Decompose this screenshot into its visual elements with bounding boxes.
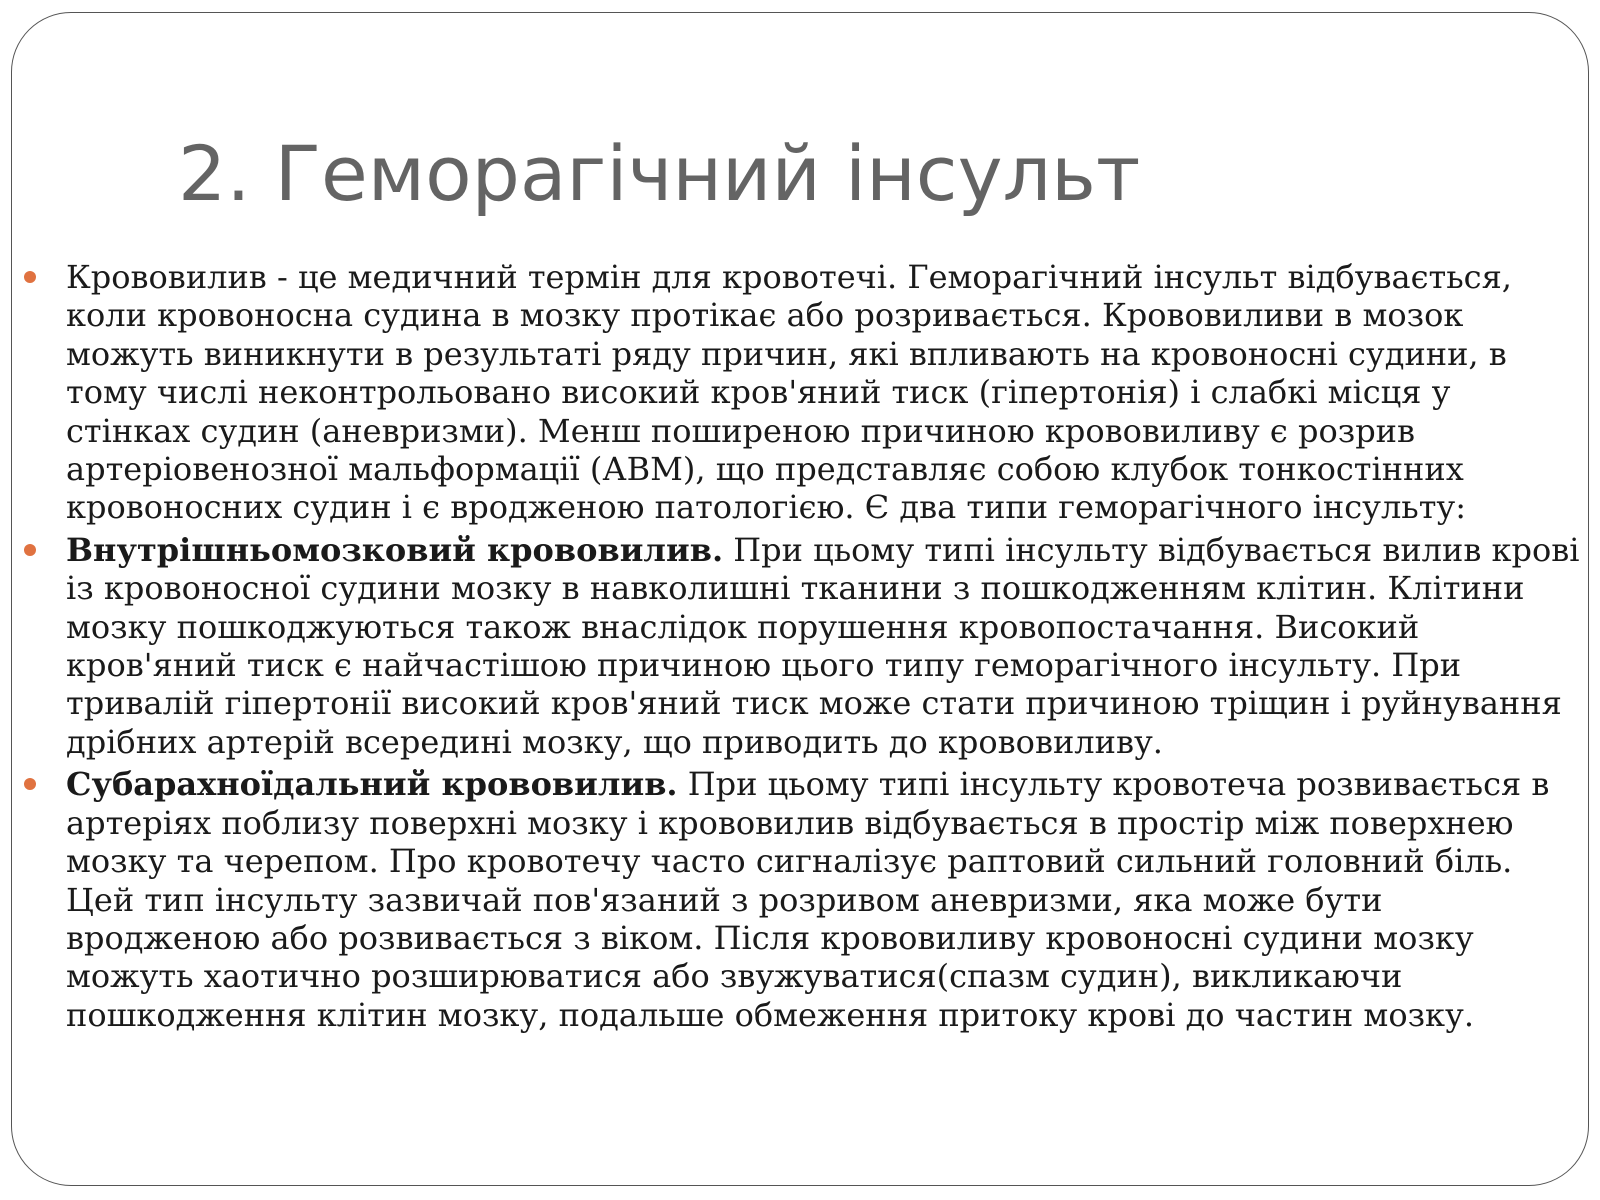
bullet-lead-term: Субарахноїдальний крововилив.: [66, 765, 678, 804]
bullet-text: При цьому типі інсульту відбувається вилив крові із кровоносної судини мозку в навколишні тканини з пошкодженням клітин. Клітини мозку пошкоджуються також внаслідок порушення кровопостачання. Високий кров'яний тиск є найчастішою причиною цього типу геморагічного інсульту. При тривалій гіпертонії високий кров'яний тиск може стати причиною тріщин і руйнування дрібних артерій всередині мозку, що приводить до крововиливу.: [66, 530, 1580, 761]
bullet-lead-term: Внутрішньомозковий крововилив.: [66, 530, 724, 569]
bullet-dot-icon: [24, 271, 36, 283]
bullet-dot-icon: [24, 778, 36, 790]
bullet-dot-icon: [24, 544, 36, 556]
slide-title: 2. Геморагічний інсульт: [178, 129, 1141, 218]
bullet-item-2: [18, 531, 1580, 761]
bullet-item-1: [18, 258, 1580, 527]
bullet-text: Крововилив - це медичний термін для кровотечі. Геморагічний інсульт відбувається, коли кровоносна судина в мозку протікає або розривається. Крововиливи в мозок можуть виникнути в результаті ряду причин, які впливають на кровоносні судини, в тому числі неконтрольовано високий кров'яний тиск (гіпертонія) і слабкі місця у стінках судин (аневризми). Менш поширеною причиною крововиливу є розрив артеріовенозної мальформації (АВМ), що представляє собою клубок тонкостінних кровоносних судин і є вродженою патологією. Є два типи геморагічного інсульту:: [66, 258, 1512, 527]
bullet-text: При цьому типі інсульту кровотеча розвивається в артеріях поблизу поверхні мозку і крововилив відбувається в простір між поверхнею мозку та черепом. Про кровотечу часто сигналізує раптовий сильний головний біль. Цей тип інсульту зазвичай пов'язаний з розривом аневризми, яка може бути вродженою або розвивається з віком. Після крововиливу кровоносні судини мозку можуть хаотично розширюватися або звужуватися(спазм судин), викликаючи пошкодження клітин мозку, подальше обмеження притоку крові до частин мозку.: [66, 765, 1550, 1034]
bullet-list: [18, 258, 1580, 1038]
bullet-item-3: [18, 765, 1580, 1034]
